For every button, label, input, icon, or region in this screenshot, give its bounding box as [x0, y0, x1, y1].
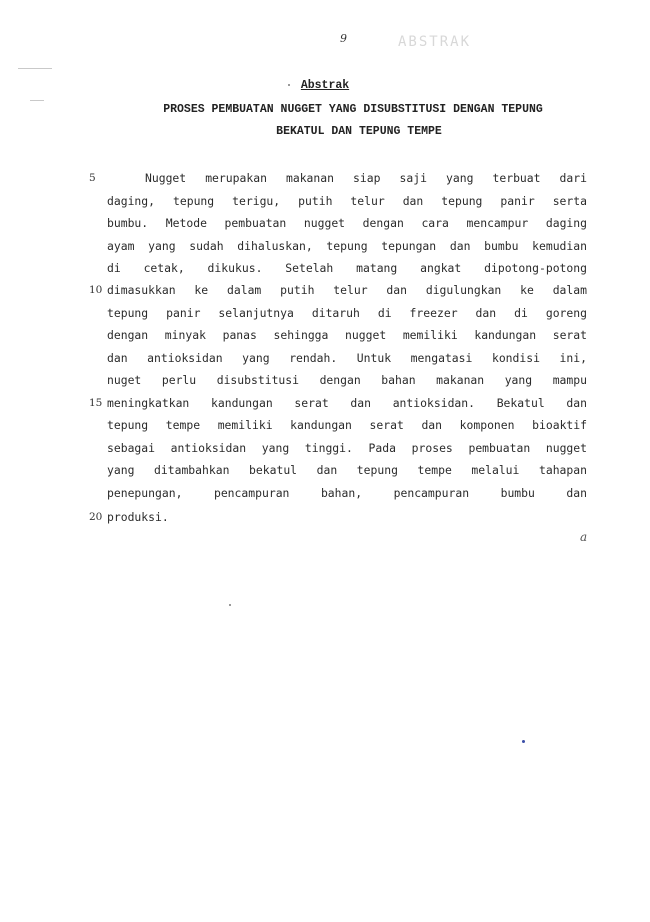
speck — [229, 604, 231, 606]
text-line: bumbu. Metode pembuatan nugget dengan cara mencampur daging — [107, 216, 587, 230]
line-number-15: 15 — [89, 397, 103, 409]
text-line: dan antioksidan yang rendah. Untuk mengatasi kondisi ini, — [107, 351, 587, 365]
text-line: Nugget merupakan makanan siap saji yang terbuat dari — [145, 171, 587, 185]
text-line: sebagai antioksidan yang tinggi. Pada proses pembuatan nugget — [107, 441, 587, 455]
line-number-5: 5 — [89, 172, 96, 184]
handwritten-corner-mark: a — [580, 530, 588, 544]
text-line: dimasukkan ke dalam putih telur dan digulungkan ke dalam — [107, 283, 587, 297]
title-line-1: PROSES PEMBUATAN NUGGET YANG DISUBSTITUSI DENGAN TEPUNG — [163, 103, 543, 116]
line-number-10: 10 — [89, 284, 103, 296]
text-line: yang ditambahkan bekatul dan tepung tempe melalui tahapan — [107, 463, 587, 477]
margin-dash — [18, 68, 52, 69]
text-line: dengan minyak panas sehingga nugget memiliki kandungan serat — [107, 328, 587, 342]
archive-stamp: ABSTRAK — [398, 34, 472, 50]
text-line: di cetak, dikukus. Setelah matang angkat dipotong-potong — [107, 261, 587, 275]
text-line: produksi. — [107, 510, 169, 524]
speck — [288, 84, 290, 86]
line-number-20: 20 — [89, 511, 103, 523]
speck — [522, 740, 525, 743]
text-line: meningkatkan kandungan serat dan antioksidan. Bekatul dan — [107, 396, 587, 410]
text-line: tepung panir selanjutnya ditaruh di freezer dan di goreng — [107, 306, 587, 320]
text-line: tepung tempe memiliki kandungan serat dan komponen bioaktif — [107, 418, 587, 432]
page-number: 9 — [340, 32, 347, 45]
margin-dash — [30, 100, 44, 101]
text-line: penepungan, pencampuran bahan, pencampuran bumbu dan — [107, 486, 587, 500]
abstract-heading: Abstrak — [300, 79, 350, 92]
title-line-2: BEKATUL DAN TEPUNG TEMPE — [276, 125, 442, 138]
text-line: ayam yang sudah dihaluskan, tepung tepungan dan bumbu kemudian — [107, 239, 587, 253]
text-line: nuget perlu disubstitusi dengan bahan makanan yang mampu — [107, 373, 587, 387]
text-line: daging, tepung terigu, putih telur dan tepung panir serta — [107, 194, 587, 208]
